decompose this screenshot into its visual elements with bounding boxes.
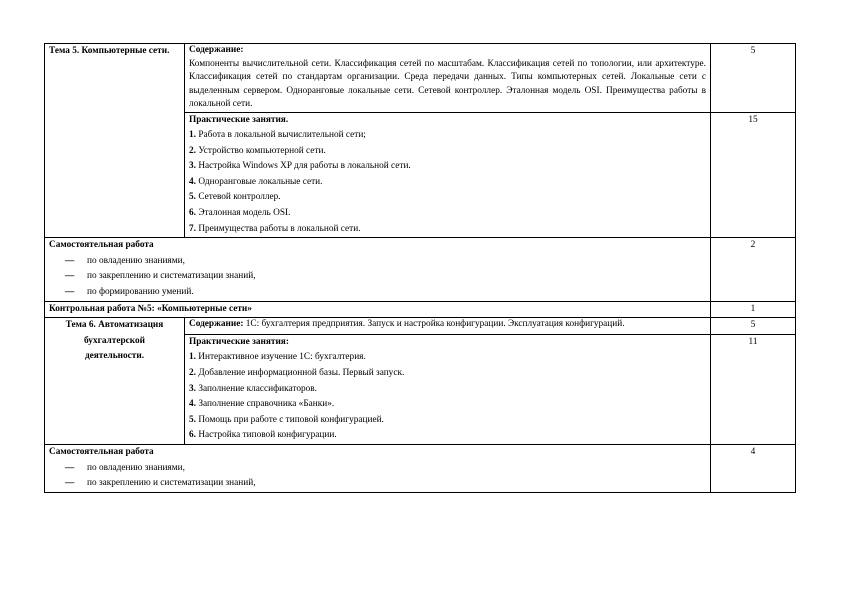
independent-work-item: — по формированию умений. [49,285,706,301]
independent-work [45,238,711,301]
independent-work-item: — по закреплению и систематизации знаний, [49,269,706,285]
practice-item: 1. Интерактивное изучение 1С: бухгалтерия. [189,352,366,363]
practice-item: 3. Заполнение классификаторов. [189,383,317,394]
independent-work-item: — по закреплению и систематизации знаний, [49,476,706,492]
practice-item: 4. Одноранговые локальные сети. [189,176,323,187]
topic-6-content-row [45,318,796,335]
practice-item: 5. Сетевой контроллер. [189,192,281,203]
practice-label: Практические занятия. [189,114,289,125]
topic-6-title: Тема 6. Автоматизация бухгалтерской деятельности. [45,318,185,445]
independent-work-item: — по овладению знаниями, [49,254,706,270]
practice-item: 2. Добавление информационной базы. Первый запуск. [189,368,405,378]
independent-work-label: Самостоятельная работа [49,240,154,251]
practice-item: 2. Устройство компьютерной сети. [189,145,326,156]
topic-5-content-row [45,44,796,113]
content-text: 1С: бухгалтерия предприятия. Запуск и настройка конфигурации. Эксплуатация конфигураций. [243,319,625,330]
control-work-label: Контрольная работа №5: «Компьютерные сети» [45,301,711,318]
practice-label: Практические занятия: [189,336,289,347]
topic-5-practice [185,112,711,238]
content-label: Содержание: [189,319,244,330]
topic-5-content [185,44,711,113]
independent-work [45,444,711,492]
content-label: Содержание: [189,45,244,55]
practice-item: 1. Работа в локальной вычислительной сети; [189,130,366,141]
curriculum-table [44,43,796,493]
control-work-hours: 1 [711,301,796,318]
control-work-row [45,301,796,318]
content-text: Компоненты вычислительной сети. Классификация сетей по масштабам. Классификация сетей по топологии, или архитектуре. Классификация сетей по стандартам организации. Среда передачи данных. Типы компьютерных сетей. Локальные сети с выделенным сервером. Одноранговые локальные сети. Сетевой контроллер. Эталонная модель OSI. Преимущества работы в локальной сети. [189,58,706,109]
practice-item: 6. Эталонная модель OSI. [189,208,291,219]
topic-5-content-hours: 5 [711,44,796,113]
practice-item: 7. Преимущества работы в локальной сети. [189,223,361,234]
independent-work-item: — по овладению знаниями, [49,461,706,477]
topic-6-content [185,318,711,335]
independent-work-row [45,238,796,301]
independent-work-hours: 4 [711,444,796,492]
practice-item: 5. Помощь при работе с типовой конфигурацией. [189,414,384,425]
practice-item: 6. Настройка типовой конфигурации. [189,430,337,441]
topic-5-practice-hours: 15 [711,112,796,238]
topic-6-practice [185,334,711,444]
practice-item: 4. Заполнение справочника «Банки». [189,399,335,410]
independent-work-hours: 2 [711,238,796,301]
topic-6-content-hours: 5 [711,318,796,335]
topic-6-practice-hours: 11 [711,334,796,444]
independent-work-label: Самостоятельная работа [49,446,154,457]
independent-work-row [45,444,796,492]
practice-item: 3. Настройка Windows XP для работы в локальной сети. [189,161,411,172]
topic-5-title: Тема 5. Компьютерные сети. [45,44,185,238]
